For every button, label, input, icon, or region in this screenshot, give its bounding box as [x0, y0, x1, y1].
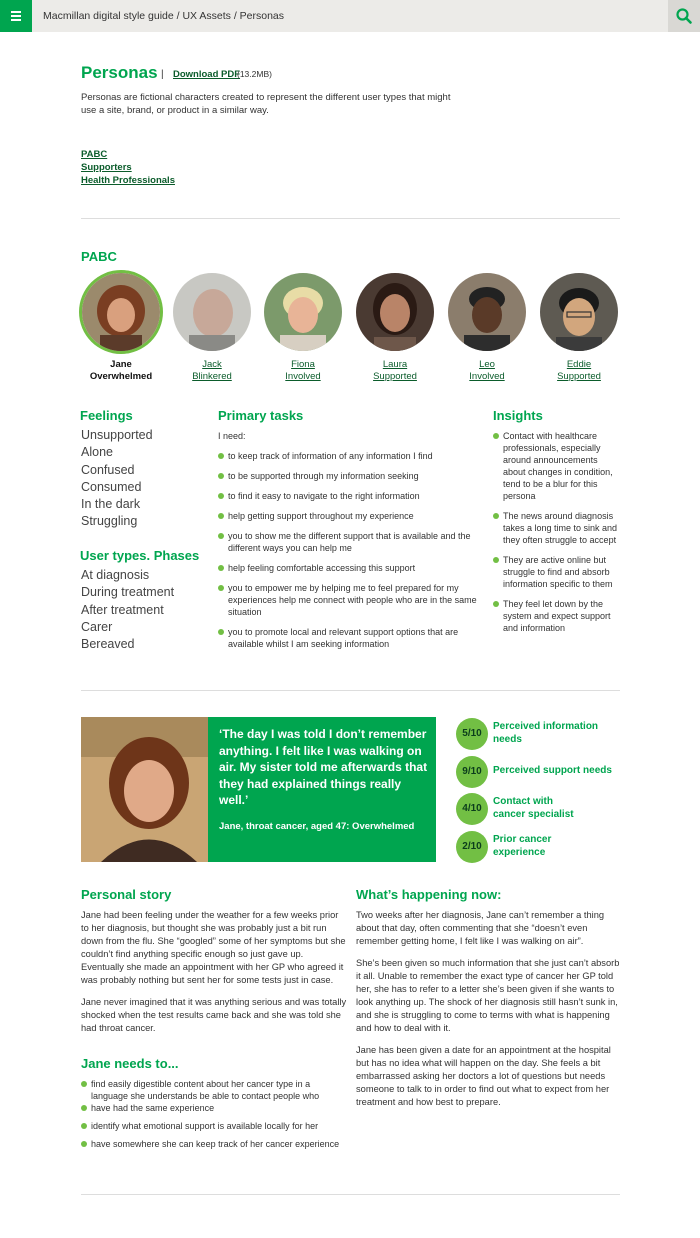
persona-type: Blinkered — [192, 371, 232, 382]
list-item: to keep track of information of any information I find — [218, 450, 480, 462]
paragraph: She’s been given so much information that she just can’t absorb it all. Unable to remember the exact type of cancer her GP told her, she has to refer to a letter she’s been given if she wants to look anything up. The shock of her diagnosis still hasn’t sunk in, and she is struggling to come to terms with what is happening and how to deal with it. — [356, 958, 620, 1033]
tasks-list — [218, 450, 480, 650]
score-badge: 5/10 — [456, 718, 488, 750]
persona-label-jack[interactable] — [167, 359, 257, 383]
list-item: They are active online but struggle to find and absorb information specific to them — [493, 554, 621, 590]
feelings-list — [81, 427, 153, 531]
list-item: help getting support throughout my experience — [218, 510, 480, 522]
personal-story-heading: Personal story — [81, 887, 172, 902]
persona-avatar-leo[interactable] — [448, 273, 526, 351]
title-separator: | — [161, 69, 164, 80]
quote-attribution: Jane, throat cancer, aged 47: Overwhelmed — [219, 821, 415, 832]
list-item: The news around diagnosis takes a long time to sink and they often struggle to accept — [493, 510, 621, 546]
list-item: to be supported through my information seeking — [218, 470, 480, 482]
score-badge: 4/10 — [456, 793, 488, 825]
quote-text: ‘The day I was told I don’t remember anything. I felt like I was walking on air. My sister told me afterwards that they had explained things really well.’ — [219, 727, 428, 807]
metric-label: Perceived information needs — [493, 721, 599, 745]
persona-name: Jane — [110, 359, 132, 370]
pabc-heading: PABC — [81, 249, 117, 264]
divider — [81, 1194, 620, 1195]
persona-type: Supported — [557, 371, 601, 382]
list-item: Confused — [81, 462, 135, 477]
persona-type: Supported — [373, 371, 417, 382]
list-item: you to empower me by helping me to feel prepared for my experiences help me connect with people who are in the same situation — [218, 582, 480, 618]
insights-list — [493, 430, 621, 634]
download-size: (13.2MB) — [237, 69, 272, 79]
quote-box — [208, 717, 436, 862]
needs-heading: Jane needs to... — [81, 1056, 179, 1071]
list-item: have had the same experience — [81, 1102, 347, 1114]
list-item: They feel let down by the system and expect support and information — [493, 598, 621, 634]
primary-tasks-heading: Primary tasks — [218, 408, 304, 423]
list-item: Consumed — [81, 479, 142, 494]
toc-link-supporters[interactable]: Supporters — [81, 162, 132, 173]
insights-heading: Insights — [493, 408, 543, 423]
list-item: In the dark — [81, 497, 141, 512]
user-types-list — [81, 567, 174, 653]
score-badge: 9/10 — [456, 756, 488, 788]
metric-label: Contact with cancer specialist — [493, 796, 574, 820]
divider — [81, 690, 620, 691]
persona-label-laura[interactable] — [350, 359, 440, 383]
personal-story-text — [81, 909, 347, 1044]
persona-type: Overwhelmed — [89, 371, 153, 382]
intro-text: Personas are fictional characters created to represent the different user types that might use a site, brand, or product in a similar way. — [81, 92, 451, 116]
list-item: Carer — [81, 619, 113, 634]
list-item: have somewhere she can keep track of her cancer experience — [81, 1138, 347, 1150]
persona-name: Eddie — [566, 359, 592, 370]
list-item: Struggling — [81, 514, 138, 529]
download-pdf-link[interactable]: Download PDF — [173, 69, 241, 80]
persona-avatar-fiona[interactable] — [264, 273, 342, 351]
persona-type: Involved — [285, 371, 321, 382]
needs-list — [81, 1078, 347, 1150]
metric-label: Perceived support needs — [493, 765, 612, 776]
whats-happening-text — [356, 909, 620, 1118]
persona-name: Fiona — [291, 359, 315, 370]
persona-name: Laura — [382, 359, 408, 370]
score-badge: 2/10 — [456, 831, 488, 863]
whats-happening-heading: What’s happening now: — [356, 887, 502, 902]
list-item: help feeling comfortable accessing this support — [218, 562, 480, 574]
list-item: to find it easy to navigate to the right information — [218, 490, 480, 502]
paragraph: Two weeks after her diagnosis, Jane can’t remember a thing about that day, often commenting that she “doesn’t even remember getting home, I felt like I was walking on air”. — [356, 910, 605, 946]
persona-avatar-laura[interactable] — [356, 273, 434, 351]
page-title: Personas — [81, 63, 158, 82]
user-types-heading: User types. Phases — [80, 548, 200, 563]
persona-avatar-jack[interactable] — [173, 273, 251, 351]
persona-name: Jack — [202, 359, 222, 370]
list-item: identify what emotional support is available locally for her — [81, 1120, 347, 1132]
persona-name: Leo — [479, 359, 495, 370]
persona-label-jane[interactable] — [76, 359, 166, 383]
paragraph: Jane had been feeling under the weather for a few weeks prior to her diagnosis, but thought she was probably just a bit run down from the flu. She “googled” some of her symptoms but she couldn’t find anything specific enough so just gave up. Eventually she made an appointment with her GP who agreed it was probably nothing but sent her for some tests just in case. — [81, 910, 346, 985]
breadcrumb: Macmillan digital style guide / UX Assets / Personas — [43, 10, 285, 22]
list-item: Unsupported — [81, 428, 153, 442]
persona-label-leo[interactable] — [442, 359, 532, 383]
list-item: During treatment — [81, 585, 175, 600]
persona-type: Involved — [469, 371, 505, 382]
list-item: At diagnosis — [81, 568, 150, 582]
toc-link-pabc[interactable]: PABC — [81, 149, 108, 160]
top-bar — [0, 0, 700, 32]
list-item: you to promote local and relevant support options that are available whilst I am seeking information — [218, 626, 480, 650]
feelings-heading: Feelings — [80, 408, 133, 423]
list-item: After treatment — [81, 602, 164, 617]
list-item: you to show me the different support that is available and the different ways you can help me — [218, 530, 480, 554]
list-item: Contact with healthcare professionals, especially around announcements about changes in condition, tend to be a blur for this persona — [493, 430, 621, 502]
toc-link-health-professionals[interactable]: Health Professionals — [81, 175, 175, 186]
list-item: Alone — [81, 445, 113, 460]
persona-label-eddie[interactable] — [534, 359, 624, 383]
paragraph: Jane has been given a date for an appointment at the hospital but has no idea what will happen on the day. She feels a bit embarrassed asking her doctors a lot of questions but needs someone to talk to in order to find out what to expect from her treatment and how best to prepare. — [356, 1045, 611, 1107]
metric-label: Prior cancer experience — [493, 834, 552, 858]
persona-avatar-eddie[interactable] — [540, 273, 618, 351]
menu-icon[interactable] — [0, 0, 32, 32]
list-item: find easily digestible content about her cancer type in a language she understands be able to contact people who — [81, 1078, 347, 1102]
persona-avatar-jane[interactable] — [82, 273, 160, 351]
list-item: Bereaved — [81, 637, 135, 652]
persona-label-fiona[interactable] — [258, 359, 348, 383]
paragraph: Jane never imagined that it was anything serious and was totally shocked when the test results came back and she was told she had throat cancer. — [81, 997, 347, 1033]
search-icon[interactable] — [668, 0, 700, 32]
divider — [81, 218, 620, 219]
tasks-lead: I need: — [218, 431, 246, 441]
persona-photo-jane — [81, 717, 208, 862]
